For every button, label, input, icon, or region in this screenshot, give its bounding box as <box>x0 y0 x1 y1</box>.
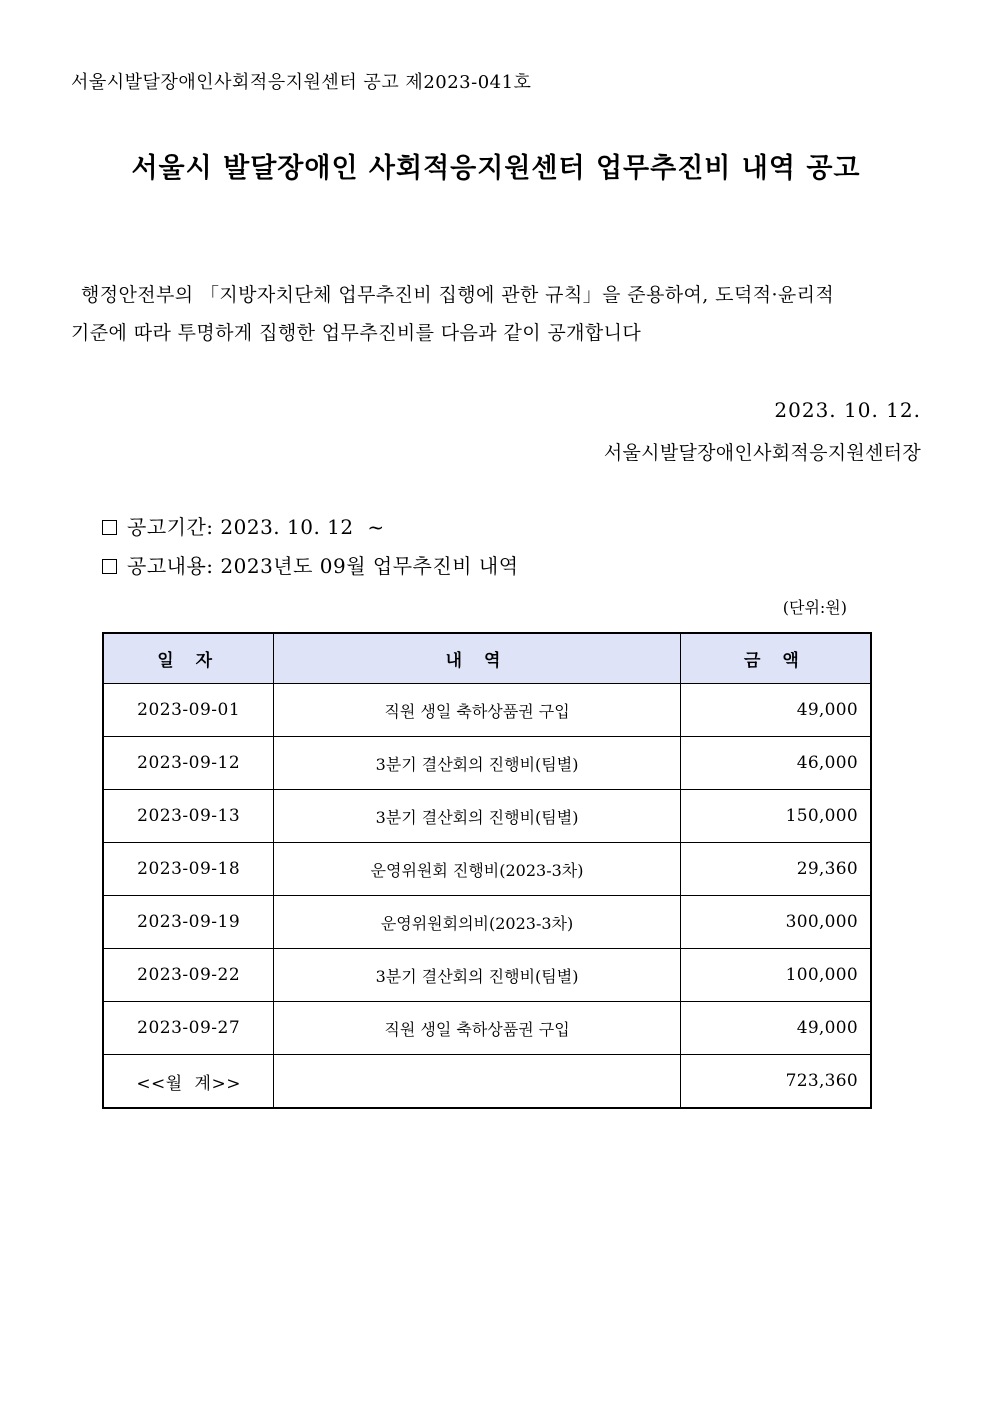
row-description: 3분기 결산회의 진행비(팀별) <box>274 790 681 843</box>
period-value: 2023. 10. 12 ~ <box>220 515 385 539</box>
row-date: 2023-09-13 <box>103 790 274 843</box>
unit-label: (단위:원) <box>782 598 847 617</box>
content-label: 공고내용: <box>127 554 214 578</box>
notice-date: 2023. 10. 12. <box>774 398 921 422</box>
content-value: 2023년도 09월 업무추진비 내역 <box>220 554 519 578</box>
row-amount: 100,000 <box>680 949 871 1002</box>
expense-table <box>102 632 872 1109</box>
row-amount: 300,000 <box>680 896 871 949</box>
notice-number: 서울시발달장애인사회적응지원센터 공고 제2023-041호 <box>71 72 532 93</box>
checkbox-square-icon <box>102 520 117 535</box>
row-description: 3분기 결산회의 진행비(팀별) <box>274 737 681 790</box>
info-period <box>102 511 385 540</box>
row-amount: 29,360 <box>680 843 871 896</box>
intro-line-2: 기준에 따라 투명하게 집행한 업무추진비를 다음과 같이 공개합니다 <box>71 322 642 344</box>
row-date: 2023-09-18 <box>103 843 274 896</box>
total-description <box>274 1055 681 1109</box>
row-date: 2023-09-27 <box>103 1002 274 1055</box>
signer: 서울시발달장애인사회적응지원센터장 <box>603 442 921 464</box>
row-description: 3분기 결산회의 진행비(팀별) <box>274 949 681 1002</box>
intro-line-1: 행정안전부의 「지방자치단체 업무추진비 집행에 관한 규칙」을 준용하여, 도덕적·윤리적 <box>81 284 835 306</box>
table-row <box>103 1002 871 1055</box>
row-date: 2023-09-22 <box>103 949 274 1002</box>
row-amount: 49,000 <box>680 1002 871 1055</box>
header-date: 일 자 <box>103 633 274 684</box>
row-date: 2023-09-19 <box>103 896 274 949</box>
info-content <box>102 550 519 579</box>
row-description: 운영위원회 진행비(2023-3차) <box>274 843 681 896</box>
row-amount: 46,000 <box>680 737 871 790</box>
header-amount: 금 액 <box>680 633 871 684</box>
table-row <box>103 684 871 737</box>
table-row <box>103 737 871 790</box>
total-label: <<월 계>> <box>103 1055 274 1109</box>
row-date: 2023-09-12 <box>103 737 274 790</box>
header-description: 내 역 <box>274 633 681 684</box>
table-header-row <box>103 633 871 684</box>
checkbox-square-icon <box>102 559 117 574</box>
intro-paragraph <box>71 276 923 352</box>
row-amount: 150,000 <box>680 790 871 843</box>
row-date: 2023-09-01 <box>103 684 274 737</box>
table-row <box>103 949 871 1002</box>
table-row <box>103 843 871 896</box>
total-amount: 723,360 <box>680 1055 871 1109</box>
table-total-row <box>103 1055 871 1109</box>
table-row <box>103 896 871 949</box>
row-description: 직원 생일 축하상품권 구입 <box>274 684 681 737</box>
row-description: 운영위원회의비(2023-3차) <box>274 896 681 949</box>
row-description: 직원 생일 축하상품권 구입 <box>274 1002 681 1055</box>
table-row <box>103 790 871 843</box>
period-label: 공고기간: <box>127 515 214 539</box>
row-amount: 49,000 <box>680 684 871 737</box>
page-title: 서울시 발달장애인 사회적응지원센터 업무추진비 내역 공고 <box>131 153 861 184</box>
